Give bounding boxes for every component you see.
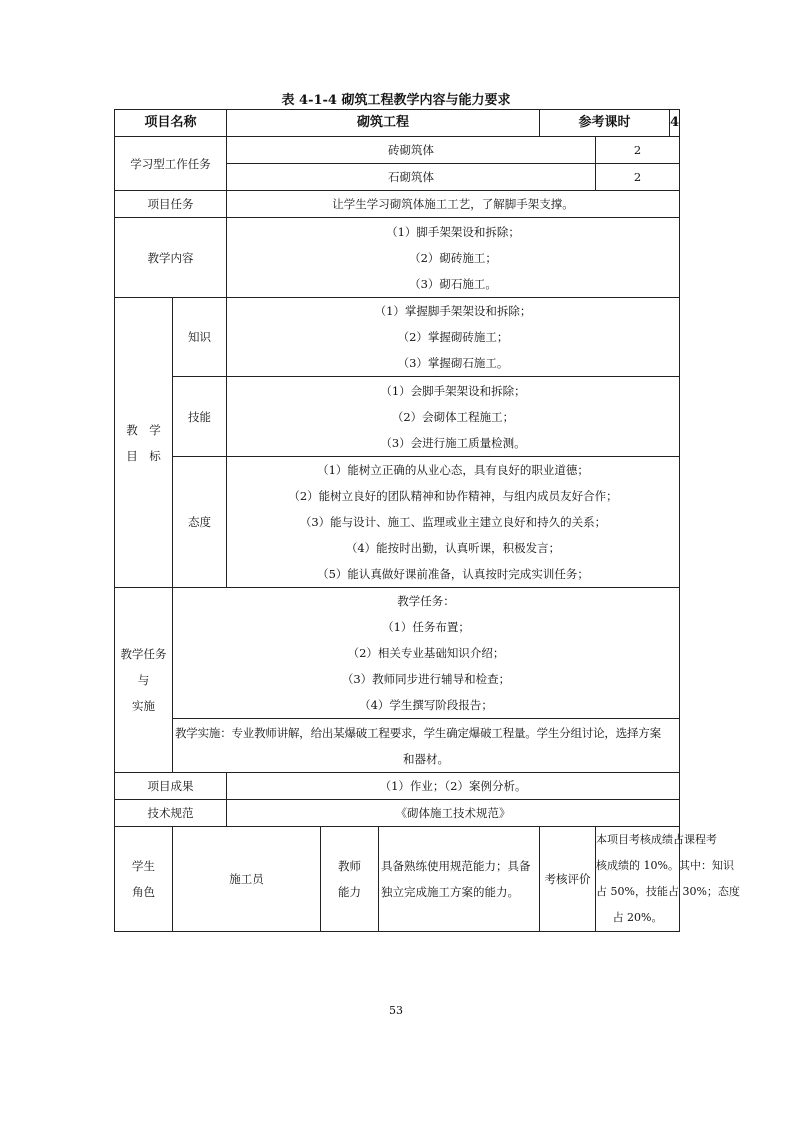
role-label xyxy=(115,827,173,932)
teaching-task-row xyxy=(115,588,680,719)
hours-value: 4 xyxy=(670,115,680,130)
attitude-line: （2）能树立良好的团队精神和协作精神，与组内成员友好合作； xyxy=(288,489,618,503)
goals-label-line: 教 学 xyxy=(126,422,161,437)
implementation-line: 教学实施：专业教师讲解，给出某爆破工程要求，学生确定爆破工程量。学生分组讨论，选择方案 xyxy=(175,725,661,740)
skill-line: （3）会进行施工质量检测。 xyxy=(380,435,526,450)
teaching-label-line: 与 xyxy=(137,673,150,687)
task-name: 砖砌筑体 xyxy=(227,137,596,164)
teaching-requirements-table xyxy=(114,109,740,932)
teaching-implementation-row xyxy=(115,719,680,773)
eval-line: 本项目考核成绩占课程考 xyxy=(596,833,718,846)
standard-text: 《砌体施工技术规范》 xyxy=(227,800,680,827)
content-line: （1）脚手架架设和拆除； xyxy=(386,224,520,239)
ability-label-line: 教师 xyxy=(338,859,362,873)
attitude-lines xyxy=(227,457,680,588)
eval-line: 核成绩的 10%。其中：知识 xyxy=(596,859,734,872)
tasks-label: 学习型工作任务 xyxy=(115,137,227,191)
eval-label: 考核评价 xyxy=(540,827,596,932)
knowledge-line: （2）掌握砌砖施工； xyxy=(397,330,509,344)
content-label: 教学内容 xyxy=(115,218,227,298)
eval-line: 占 20%。 xyxy=(612,911,663,924)
teaching-label-line: 教学任务 xyxy=(120,647,167,661)
teaching-task-lines xyxy=(173,588,680,719)
skill-lines xyxy=(227,377,680,457)
project-task-text: 让学生学习砌筑体施工工艺，了解脚手架支撑。 xyxy=(227,191,680,218)
page-number: 53 xyxy=(389,1004,403,1017)
standard-label: 技术规范 xyxy=(115,800,227,827)
goal-attitude-row xyxy=(115,457,680,588)
goal-knowledge-row xyxy=(115,298,680,377)
teaching-task-line: （4）学生撰写阶段报告； xyxy=(359,698,493,712)
project-name-value: 砌筑工程 xyxy=(227,110,540,137)
ability-line: 独立完成施工方案的能力。 xyxy=(381,885,520,899)
project-task-row xyxy=(115,191,680,218)
knowledge-line: （3）掌握砌石施工。 xyxy=(397,356,509,370)
teaching-task-line: （1）任务布置； xyxy=(382,620,470,634)
result-text: （1）作业；（2）案例分析。 xyxy=(227,773,680,800)
goal-skill-row xyxy=(115,377,680,457)
attitude-label: 态度 xyxy=(173,457,227,588)
role-label-line: 学生 xyxy=(132,859,155,873)
skill-label: 技能 xyxy=(173,377,227,457)
project-task-label: 项目任务 xyxy=(115,191,227,218)
hours-header-cell xyxy=(540,110,680,137)
ability-text xyxy=(379,827,540,932)
knowledge-lines xyxy=(227,298,680,377)
skill-line: （1）会脚手架架设和拆除； xyxy=(380,383,526,398)
standard-row xyxy=(115,800,680,827)
teaching-implementation xyxy=(173,719,680,773)
teaching-task-line: （2）相关专业基础知识介绍； xyxy=(347,646,505,660)
role-row xyxy=(115,827,680,932)
ability-line: 具备熟练使用规范能力；具备 xyxy=(381,859,531,873)
teaching-label xyxy=(115,588,173,773)
eval-text xyxy=(596,827,740,932)
project-name-label: 项目名称 xyxy=(115,110,227,137)
attitude-line: （4）能按时出勤，认真听课，积极发言； xyxy=(345,541,561,555)
content-row xyxy=(115,218,680,298)
result-row xyxy=(115,773,680,800)
knowledge-line: （1）掌握脚手架架设和拆除； xyxy=(374,304,532,318)
goals-label-line: 目 标 xyxy=(126,448,161,463)
ability-label xyxy=(321,827,379,932)
task-row-1 xyxy=(115,137,680,164)
result-label: 项目成果 xyxy=(115,773,227,800)
teaching-task-line: 教学任务： xyxy=(397,594,455,608)
task-hours: 2 xyxy=(596,137,680,164)
attitude-line: （3）能与设计、施工、监理或业主建立良好和持久的关系； xyxy=(299,515,607,529)
table-caption: 表 4-1-4 砌筑工程教学内容与能力要求 xyxy=(281,93,511,108)
content-line: （3）砌石施工。 xyxy=(409,276,497,291)
goals-label xyxy=(115,298,173,588)
teaching-label-line: 实施 xyxy=(132,699,155,713)
teaching-task-line: （3）教师同步进行辅导和检查； xyxy=(341,672,511,686)
task-hours: 2 xyxy=(596,164,680,191)
content-lines xyxy=(227,218,680,298)
role-value: 施工员 xyxy=(173,827,321,932)
attitude-line: （5）能认真做好课前准备，认真按时完成实训任务； xyxy=(317,567,589,581)
content-line: （2）砌砖施工； xyxy=(409,250,497,265)
ability-label-line: 能力 xyxy=(338,885,362,899)
header-row xyxy=(115,110,680,137)
attitude-line: （1）能树立正确的从业心态，具有良好的职业道德； xyxy=(317,463,589,477)
task-name: 石砌筑体 xyxy=(227,164,596,191)
implementation-line: 和器材。 xyxy=(403,751,450,766)
eval-line: 占 50%，技能占 30%；态度 xyxy=(596,885,740,898)
knowledge-label: 知识 xyxy=(173,298,227,377)
skill-line: （2）会砌体工程施工； xyxy=(391,409,515,424)
hours-label: 参考课时 xyxy=(540,110,670,136)
role-label-line: 角色 xyxy=(132,885,155,899)
